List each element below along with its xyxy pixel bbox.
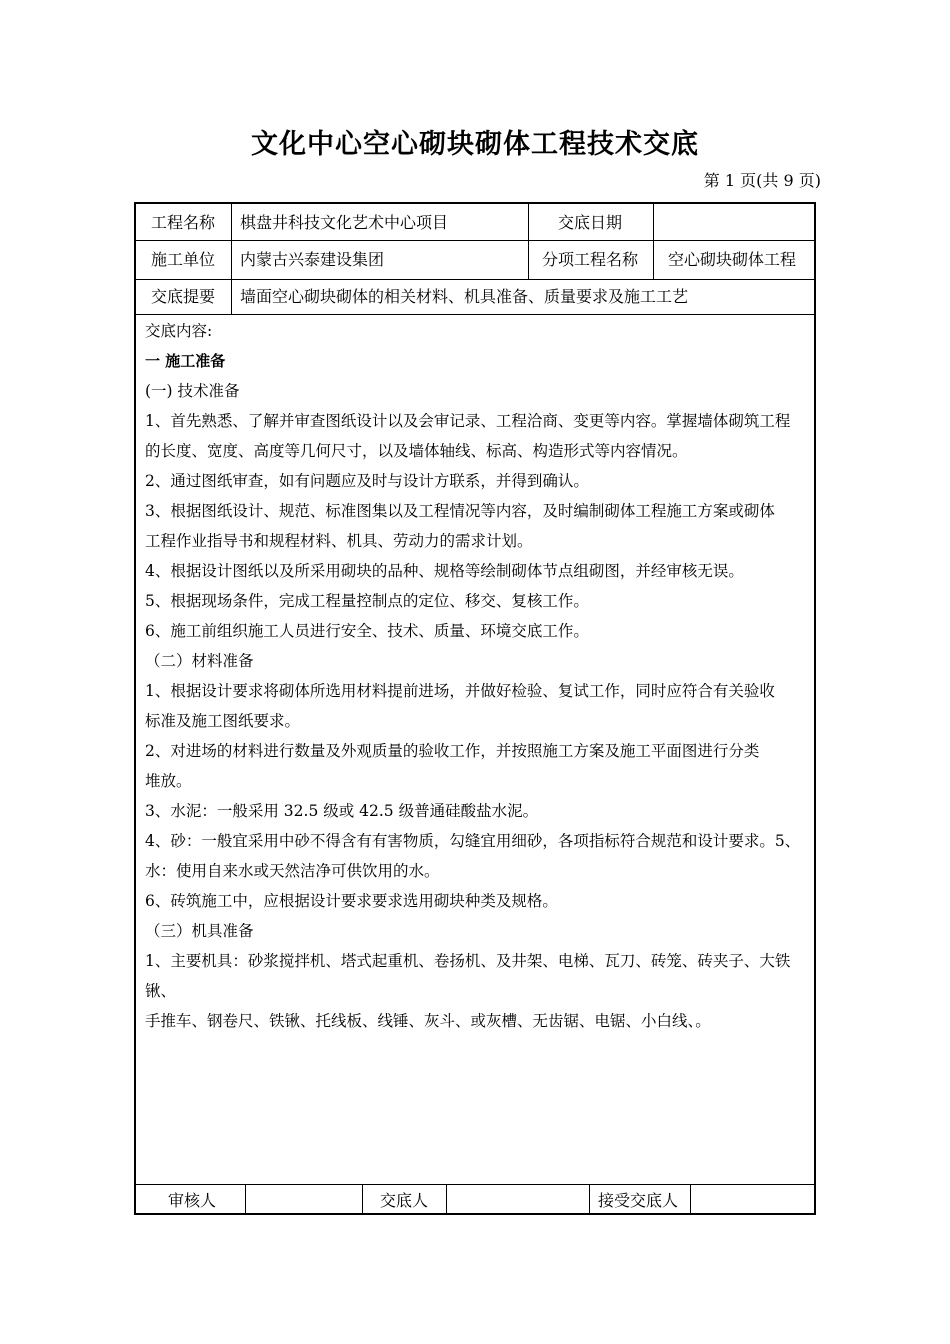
- date-label: 交底日期: [558, 213, 623, 232]
- content-line: 2、通过图纸审查，如有问题应及时与设计方联系，并得到确认。: [145, 472, 589, 490]
- content-line: 4、根据设计图纸以及所采用砌块的品种、规格等绘制砌体节点组砌图，并经审核无误。: [145, 562, 744, 580]
- row-divider: [136, 1184, 814, 1185]
- content-line: 手推车、钢卷尺、铁锹、托线板、线锤、灰斗、或灰槽、无齿锯、电锯、小白线、。: [145, 1012, 711, 1030]
- content-line: 交底内容:: [145, 322, 213, 340]
- col-divider: [231, 279, 232, 314]
- unit-label: 施工单位: [151, 250, 216, 269]
- content-line: 1、主要机具：砂浆搅拌机、塔式起重机、卷扬机、及井架、电梯、瓦刀、砖笼、砖夹子、大铁锹、: [145, 952, 791, 1000]
- subsection-heading: （二）材料准备: [145, 652, 254, 670]
- content-line: 标准及施工图纸要求。: [145, 712, 301, 730]
- section-heading: 一 施工准备: [145, 352, 226, 370]
- reviewer-label: 审核人: [168, 1191, 217, 1210]
- discloser-label: 交底人: [380, 1191, 429, 1210]
- col-divider: [362, 1184, 363, 1215]
- unit-value: 内蒙古兴泰建设集团: [240, 250, 385, 269]
- sub-project-value: 空心砌块砌体工程: [668, 250, 797, 269]
- content-line: 3、水泥：一般采用 32.5 级或 42.5 级普通硅酸盐水泥。: [145, 802, 539, 820]
- row-divider: [136, 240, 814, 241]
- content-line: 1、首先熟悉、了解并审查图纸设计以及会审记录、工程洽商、变更等内容。掌握墙体砌筑工程: [145, 412, 791, 430]
- content-line: 6、砖筑施工中，应根据设计要求要求选用砌块种类及规格。: [145, 892, 558, 910]
- col-divider: [690, 1184, 691, 1215]
- page-number: 第 1 页(共 9 页): [703, 171, 821, 190]
- content-line: 1、根据设计要求将砌体所选用材料提前进场，并做好检验、复试工作，同时应符合有关验收: [145, 682, 775, 700]
- project-name-label: 工程名称: [151, 213, 216, 232]
- content-line: 2、对进场的材料进行数量及外观质量的验收工作，并按照施工方案及施工平面图进行分类: [145, 742, 760, 760]
- subsection-heading: (一) 技术准备: [145, 382, 240, 400]
- col-divider: [528, 204, 529, 279]
- row-divider: [136, 314, 814, 315]
- disclosure-content: [145, 316, 810, 1036]
- summary-label: 交底提要: [151, 287, 216, 306]
- col-divider: [653, 204, 654, 279]
- receiver-label: 接受交底人: [598, 1191, 679, 1210]
- col-divider: [446, 1184, 447, 1215]
- sub-project-label: 分项工程名称: [542, 250, 639, 269]
- disclosure-table: [134, 202, 816, 1215]
- summary-value: 墙面空心砌块砌体的相关材料、机具准备、质量要求及施工工艺: [240, 287, 689, 306]
- content-line: 工程作业指导书和规程材料、机具、劳动力的需求计划。: [145, 532, 533, 550]
- content-line: 6、施工前组织施工人员进行安全、技术、质量、环境交底工作。: [145, 622, 589, 640]
- content-line: 5、根据现场条件，完成工程量控制点的定位、移交、复核工作。: [145, 592, 589, 610]
- project-name-value: 棋盘井科技文化艺术中心项目: [240, 213, 449, 232]
- col-divider: [589, 1184, 590, 1215]
- col-divider: [245, 1184, 246, 1215]
- col-divider: [231, 204, 232, 279]
- content-line: 4、砂：一般宜采用中砂不得含有有害物质，勾缝宜用细砂，各项指标符合规范和设计要求。5、: [145, 832, 801, 850]
- row-divider: [136, 279, 814, 280]
- content-line: 水：使用自来水或天然洁净可供饮用的水。: [145, 862, 440, 880]
- content-line: 3、根据图纸设计、规范、标准图集以及工程情况等内容，及时编制砌体工程施工方案或砌体: [145, 502, 775, 520]
- content-line: 堆放。: [145, 772, 192, 790]
- content-line: 的长度、宽度、高度等几何尺寸，以及墙体轴线、标高、构造形式等内容情况。: [145, 442, 688, 460]
- document-title: 文化中心空心砌块砌体工程技术交底: [251, 129, 699, 160]
- subsection-heading: （三）机具准备: [145, 922, 254, 940]
